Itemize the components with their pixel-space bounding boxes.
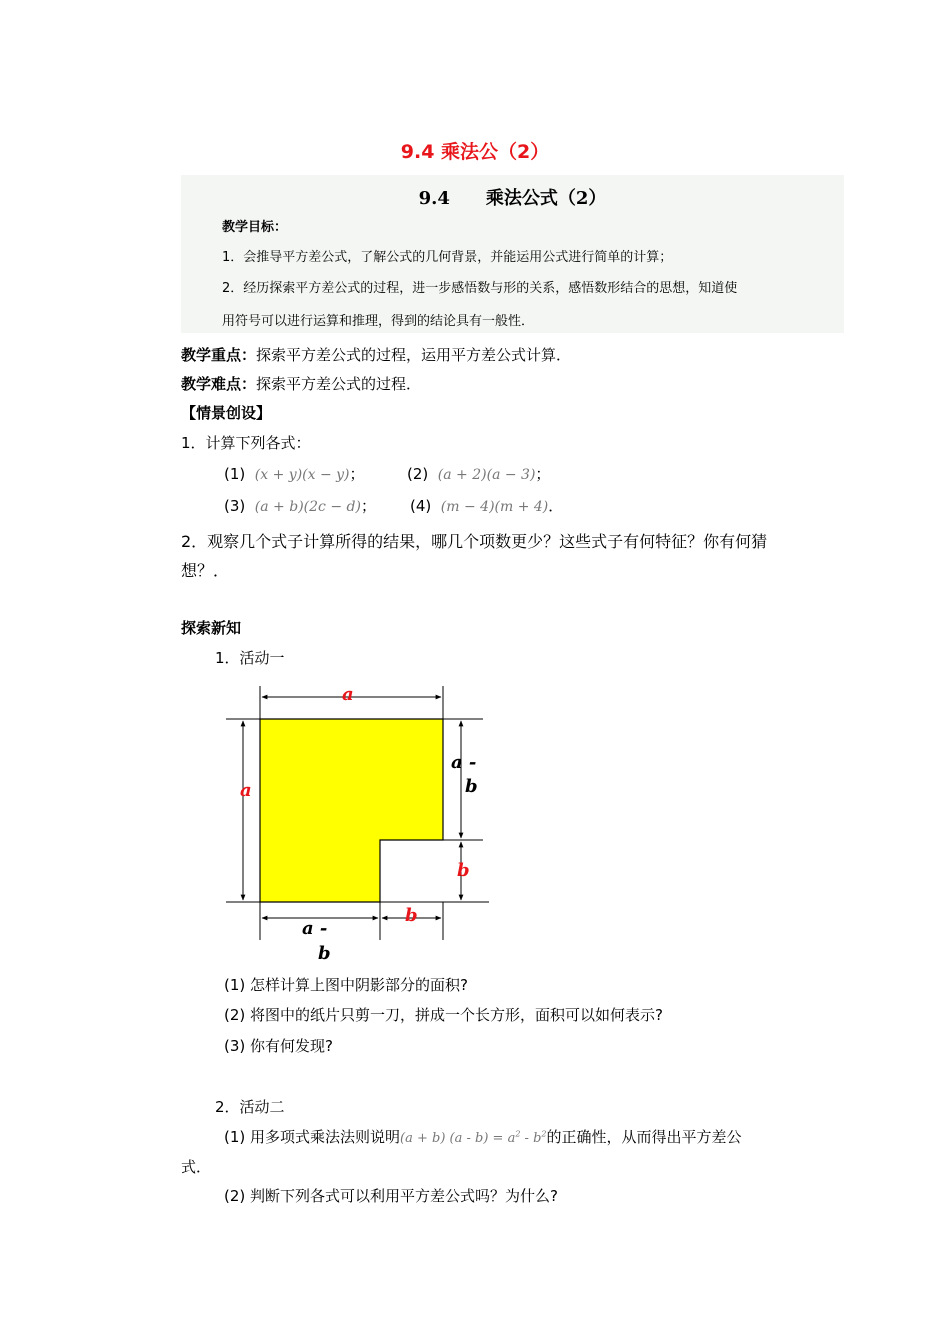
activity-2-question-1 [224, 1126, 742, 1147]
expression-2-number: (2) [407, 465, 429, 483]
activity-1-question-1: (1) 怎样计算上图中阴影部分的面积? [224, 976, 468, 994]
expression-1-number: (1) [224, 465, 246, 483]
expression-2-end: ； [535, 465, 551, 483]
expression-4-number: (4) [410, 497, 432, 515]
activity-2-heading: 2．活动二 [215, 1098, 285, 1116]
objective-1: 1．会推导平方差公式，了解公式的几何背景，并能运用公式进行简单的计算； [222, 250, 673, 265]
label-top-a: a [342, 684, 354, 705]
formula-mid: - b [520, 1131, 542, 1146]
expression-4-math: (m − 4)(m + 4) [440, 499, 549, 515]
formula-lhs: (a + b) (a - b) = a [400, 1131, 516, 1146]
key-point-label: 教学重点： [181, 346, 257, 364]
label-bottom-left-line2: b [318, 943, 331, 964]
activity-2-q1-suffix: 的正确性，从而得出平方差公 [546, 1128, 742, 1146]
explore-heading: 探索新知 [181, 619, 242, 637]
activity-1-question-2: (2) 将图中的纸片只剪一刀，拼成一个长方形，面积可以如何表示? [224, 1006, 663, 1024]
activity-1-question-3: (3) 你有何发现? [224, 1037, 333, 1055]
expression-3-number: (3) [224, 497, 246, 515]
activity-1-heading: 1．活动一 [215, 649, 285, 667]
expression-3-math: (a + b)(2c − d) [254, 499, 361, 515]
activity-2-question-2: (2) 判断下列各式可以利用平方差公式吗？为什么? [224, 1187, 558, 1205]
question-2-line2: 想？． [181, 561, 230, 580]
activity-2-q1-prefix: (1) 用多项式乘法法则说明 [224, 1128, 401, 1146]
page-title: 9.4 乘法公（2） [400, 141, 550, 163]
label-right-top-line2: b [465, 776, 478, 797]
objective-2-line1: 2．经历探索平方差公式的过程，进一步感悟数与形的关系，感悟数形结合的思想，知道使 [222, 281, 738, 296]
expression-3-end: ； [360, 497, 376, 515]
key-point-text: 探索平方差公式的过程，运用平方差公式计算． [256, 346, 572, 364]
scenario-heading: 【情景创设】 [181, 404, 272, 422]
formula-exponent-b: 2 [541, 1129, 547, 1139]
objectives-heading: 教学目标： [222, 220, 288, 235]
difficulty-label: 教学难点： [181, 375, 257, 393]
expression-2-math: (a + 2)(a − 3) [437, 467, 536, 483]
label-left-a: a [240, 780, 252, 801]
difficulty-text: 探索平方差公式的过程． [256, 375, 422, 393]
question-2-line1: 2．观察几个式子计算所得的结果，哪几个项数更少？这些式子有何特征？你有何猜 [181, 532, 768, 551]
expression-1-end: ； [349, 465, 365, 483]
activity-2-question-1-line2: 式． [181, 1158, 212, 1176]
question-1: 1．计算下列各式： [181, 434, 311, 452]
formula-exponent-a: 2 [515, 1129, 521, 1139]
box-title-text: 乘法公式（2） [485, 188, 607, 209]
objective-2-line2: 用符号可以进行运算和推理，得到的结论具有一般性． [222, 314, 535, 329]
expression-4-end: ． [548, 497, 564, 515]
label-bottom-right-b: b [405, 905, 418, 926]
box-title-number: 9.4 [418, 188, 450, 209]
label-right-bottom-b: b [457, 860, 470, 881]
expression-1-math: (x + y)(x − y) [254, 467, 350, 483]
difference-of-squares-formula [400, 1131, 546, 1146]
label-bottom-left-line1: a - [302, 918, 328, 939]
label-right-top-line1: a - [451, 752, 477, 773]
shaded-region [260, 719, 443, 902]
